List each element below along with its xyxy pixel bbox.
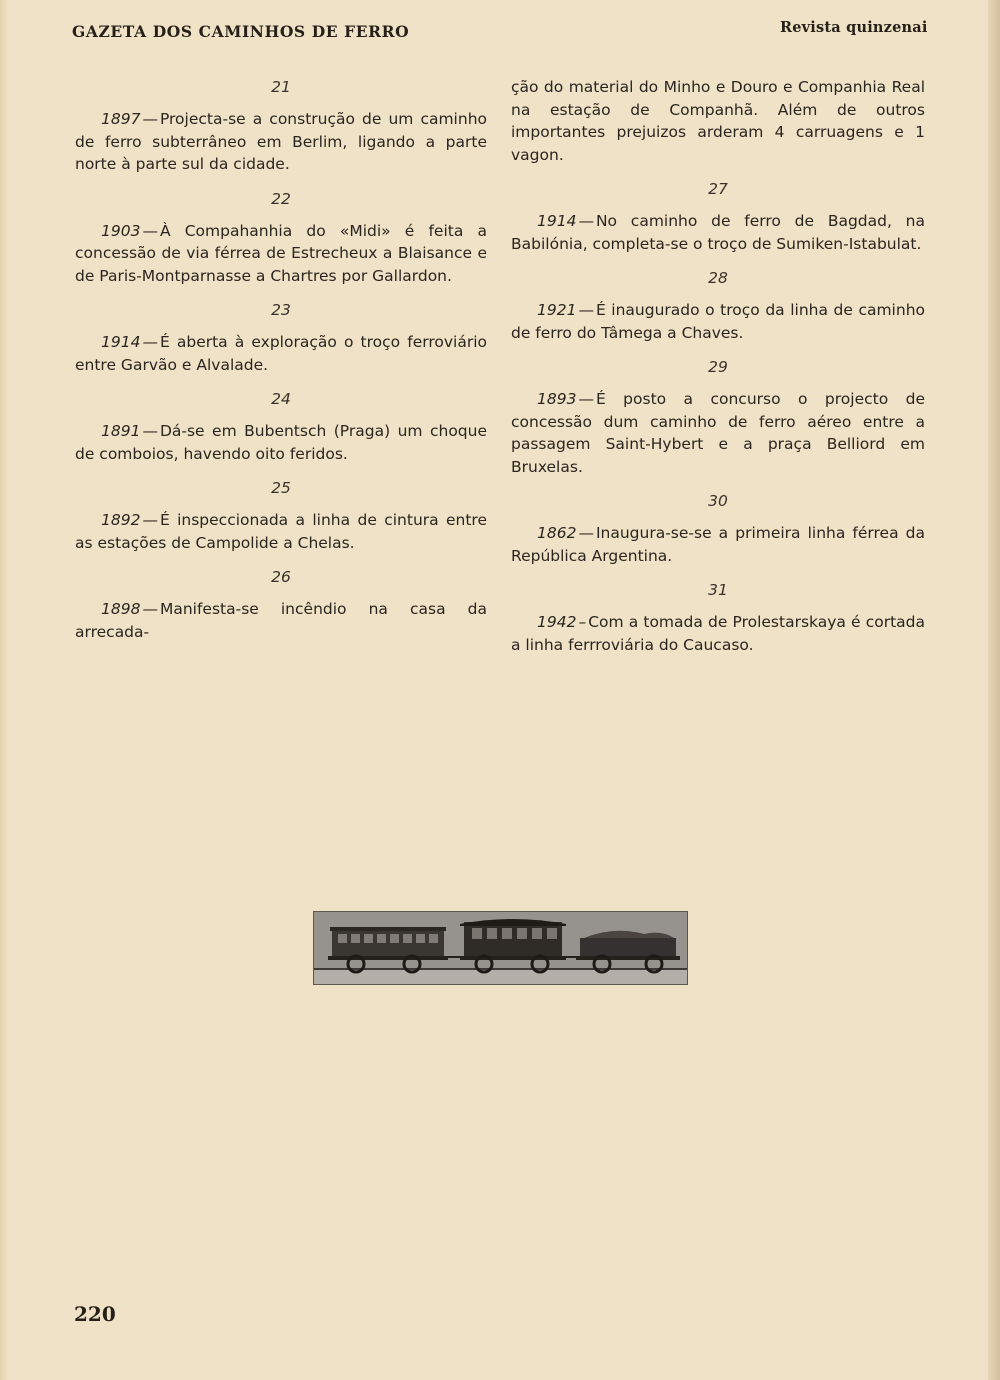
entry-text: Manifesta-se incêndio na casa da arrecada- xyxy=(75,600,487,641)
entry-block-25 xyxy=(75,477,487,554)
entry-year: 1942 xyxy=(537,613,577,631)
chronology-entry: 1891 — Dá-se em Bubentsch (Praga) um choque de comboios, havendo oito feridos. xyxy=(75,422,487,463)
right-column xyxy=(511,76,925,668)
entry-block-31 xyxy=(511,579,925,656)
running-head-subtitle: Revista quinzenai xyxy=(780,19,928,36)
chronology-entry: 1903 — À Compahanhia do «Midi» é feita a concessão de via férrea de Estrecheux a Blaisance e de Paris-Montparnasse a Chartres por Gallardon. xyxy=(75,221,487,285)
chronology-entry: 1914 — É aberta à exploração o troço ferroviário entre Garvão e Alvalade. xyxy=(75,333,487,374)
day-number: 25 xyxy=(271,479,291,497)
train-illustration-icon xyxy=(314,912,687,984)
entry-text: No caminho de ferro de Bagdad, na Babilónia, completa-se o troço de Sumiken-Istabulat. xyxy=(511,212,925,253)
chronology-entry: 1892 — É inspeccionada a linha de cintura entre as estações de Campolide a Chelas. xyxy=(75,511,487,552)
chronology-entry: 1897 — Projecta-se a construção de um caminho de ferro subterrâneo em Berlim, ligando a parte norte à parte sul da cidade. xyxy=(75,110,487,173)
entry-year: 1893 xyxy=(537,390,577,408)
entry-year: 1914 xyxy=(537,212,577,230)
entry-block-30 xyxy=(511,490,925,567)
page-left-edge xyxy=(0,0,8,1380)
entry-year: 1921 xyxy=(537,301,577,319)
entry-text: É posto a concurso o projecto de concessão dum caminho de ferro aéreo entre a passagem Saint-Hybert e a praça Belliord em Bruxelas. xyxy=(511,390,925,476)
chronology-entry: 1898 — Manifesta-se incêndio na casa da arrecada- xyxy=(75,600,487,641)
entry-year: 1891 xyxy=(101,422,141,440)
entry-text: É aberta à exploração o troço ferroviário entre Garvão e Alvalade. xyxy=(75,333,487,374)
entry-block-24 xyxy=(75,388,487,465)
page-right-edge xyxy=(988,0,1000,1380)
entry-text: Projecta-se a construção de um caminho de ferro subterrâneo em Berlim, ligando a parte norte à parte sul da cidade. xyxy=(75,110,487,173)
chronology-entry: 1862 — Inaugura-se-se a primeira linha férrea da República Argentina. xyxy=(511,524,925,565)
entry-year: 1897 xyxy=(101,110,141,128)
entry-block-21 xyxy=(75,76,487,176)
entry-block-29 xyxy=(511,356,925,478)
entry-block-23 xyxy=(75,299,487,376)
day-number: 30 xyxy=(708,492,728,510)
day-number: 22 xyxy=(271,189,291,208)
entry-year: 1914 xyxy=(101,333,141,351)
left-column xyxy=(75,76,487,655)
day-number: 28 xyxy=(708,269,728,287)
entry-text: Inaugura-se-se a primeira linha férrea da República Argentina. xyxy=(511,524,925,565)
day-number: 29 xyxy=(708,358,728,376)
chronology-entry: 1942 – Com a tomada de Prolestarskaya é cortada a linha ferrroviária do Caucaso. xyxy=(511,613,925,654)
entry-year: 1898 xyxy=(101,600,141,618)
entry-year: 1903 xyxy=(101,221,141,240)
entry-text: À Compahanhia do «Midi» é feita a concessão de via férrea de Estrecheux a Blaisance e de Paris-Montparnasse a Chartres por Gallardon. xyxy=(75,221,487,285)
entry-text: Com a tomada de Prolestarskaya é cortada a linha ferrroviária do Caucaso. xyxy=(511,613,925,654)
entry-block-26 xyxy=(75,566,487,643)
entry-text: Dá-se em Bubentsch (Praga) um choque de comboios, havendo oito feridos. xyxy=(75,422,487,463)
day-number: 23 xyxy=(271,301,291,319)
entry-year: 1892 xyxy=(101,511,141,529)
chronology-entry: 1893 — É posto a concurso o projecto de concessão dum caminho de ferro aéreo entre a passagem Saint-Hybert e a praça Belliord em Bruxelas. xyxy=(511,390,925,476)
day-number: 31 xyxy=(708,581,728,599)
day-number: 21 xyxy=(271,78,291,96)
day-number: 24 xyxy=(271,390,291,408)
day-number: 27 xyxy=(708,180,728,198)
chronology-entry: 1921 — É inaugurado o troço da linha de caminho de ferro do Tâmega a Chaves. xyxy=(511,301,925,342)
continued-entry-text: ção do material do Minho e Douro e Companhia Real na estação de Companhã. Além de outros importantes prejuizos arderam 4 carruagens e 1 vagon. xyxy=(511,78,925,164)
entry-text: É inspeccionada a linha de cintura entre as estações de Campolide a Chelas. xyxy=(75,511,487,552)
entry-block-27 xyxy=(511,178,925,255)
entry-text: É inaugurado o troço da linha de caminho de ferro do Tâmega a Chaves. xyxy=(511,301,925,342)
entry-block-28 xyxy=(511,267,925,344)
day-number: 26 xyxy=(271,568,291,586)
page-number: 220 xyxy=(74,1302,116,1326)
entry-block-22 xyxy=(75,188,487,288)
running-head-title: GAZETA DOS CAMINHOS DE FERRO xyxy=(72,22,410,41)
entry-year: 1862 xyxy=(537,524,577,542)
train-illustration-figure xyxy=(313,911,688,985)
chronology-entry: 1914 — No caminho de ferro de Bagdad, na Babilónia, completa-se o troço de Sumiken-Istabulat. xyxy=(511,212,925,253)
